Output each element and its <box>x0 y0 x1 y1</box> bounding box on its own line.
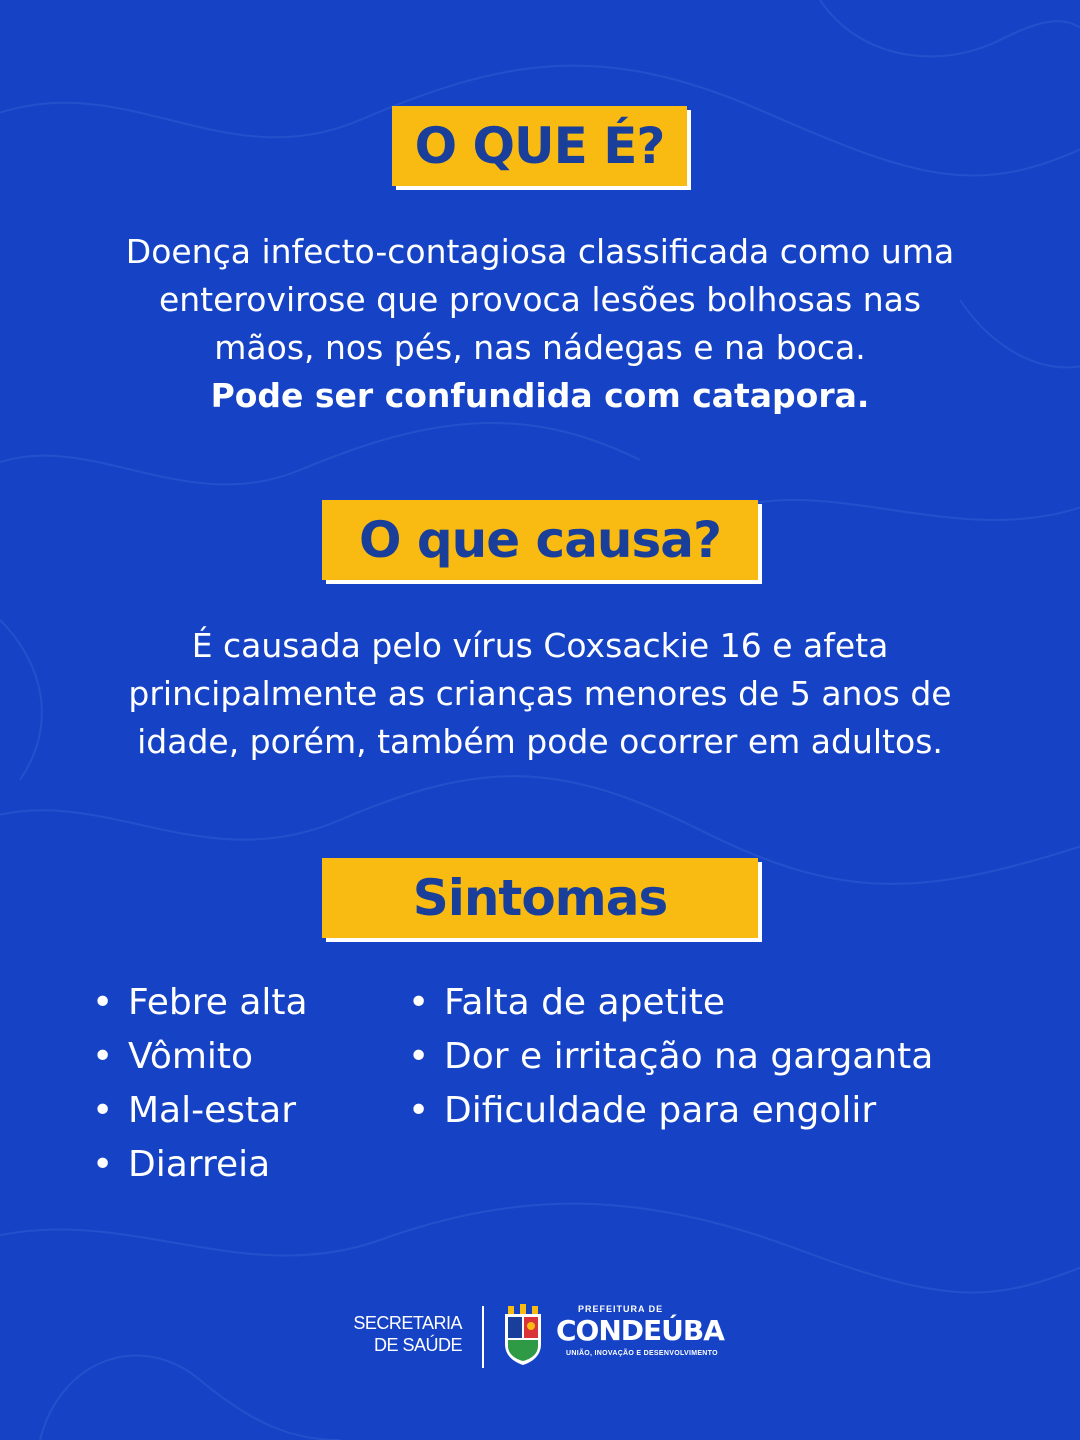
what-causes-description <box>40 622 1040 766</box>
symptoms-list-right <box>408 976 933 1138</box>
symptom-item: • Dor e irritação na garganta <box>408 1030 933 1084</box>
secretaria-line-2: DE SAÚDE <box>373 1335 462 1355</box>
prefeitura-label: PREFEITURA DE <box>578 1304 664 1314</box>
symptom-item: • Dificuldade para engolir <box>408 1084 933 1138</box>
what-is-title-badge: O QUE É? <box>392 106 687 186</box>
symptom-item: • Falta de apetite <box>408 976 933 1030</box>
footer-divider <box>482 1306 484 1368</box>
what-causes-line-1: É causada pelo vírus Coxsackie 16 e afeta <box>191 626 889 665</box>
what-is-description <box>40 228 1040 420</box>
what-causes-title-badge: O que causa? <box>322 500 758 580</box>
symptom-item: • Diarreia <box>92 1138 308 1192</box>
what-causes-line-3: idade, porém, também pode ocorrer em adultos. <box>137 722 943 761</box>
footer-logos <box>340 1300 740 1372</box>
what-is-line-3: mãos, nos pés, nas nádegas e na boca. <box>214 328 866 367</box>
what-is-bold-line: Pode ser confundida com catapora. <box>210 376 870 415</box>
symptom-item: • Mal-estar <box>92 1084 308 1138</box>
prefeitura-tagline: UNIÃO, INOVAÇÃO E DESENVOLVIMENTO <box>566 1350 718 1357</box>
secretaria-de-saude-logo <box>340 1312 462 1356</box>
what-is-line-1: Doença infecto-contagiosa classificada como uma <box>125 232 955 271</box>
symptoms-list-left <box>92 976 308 1192</box>
secretaria-line-1: SECRETARIA <box>353 1313 462 1333</box>
what-causes-line-2: principalmente as crianças menores de 5 anos de <box>128 674 952 713</box>
symptoms-title-badge: Sintomas <box>322 858 758 938</box>
what-is-line-2: enterovirose que provoca lesões bolhosas nas <box>158 280 922 319</box>
municipal-crest-icon <box>502 1304 544 1366</box>
symptom-item: • Febre alta <box>92 976 308 1030</box>
prefeitura-name: CONDEÚBA <box>556 1314 724 1347</box>
symptom-item: • Vômito <box>92 1030 308 1084</box>
